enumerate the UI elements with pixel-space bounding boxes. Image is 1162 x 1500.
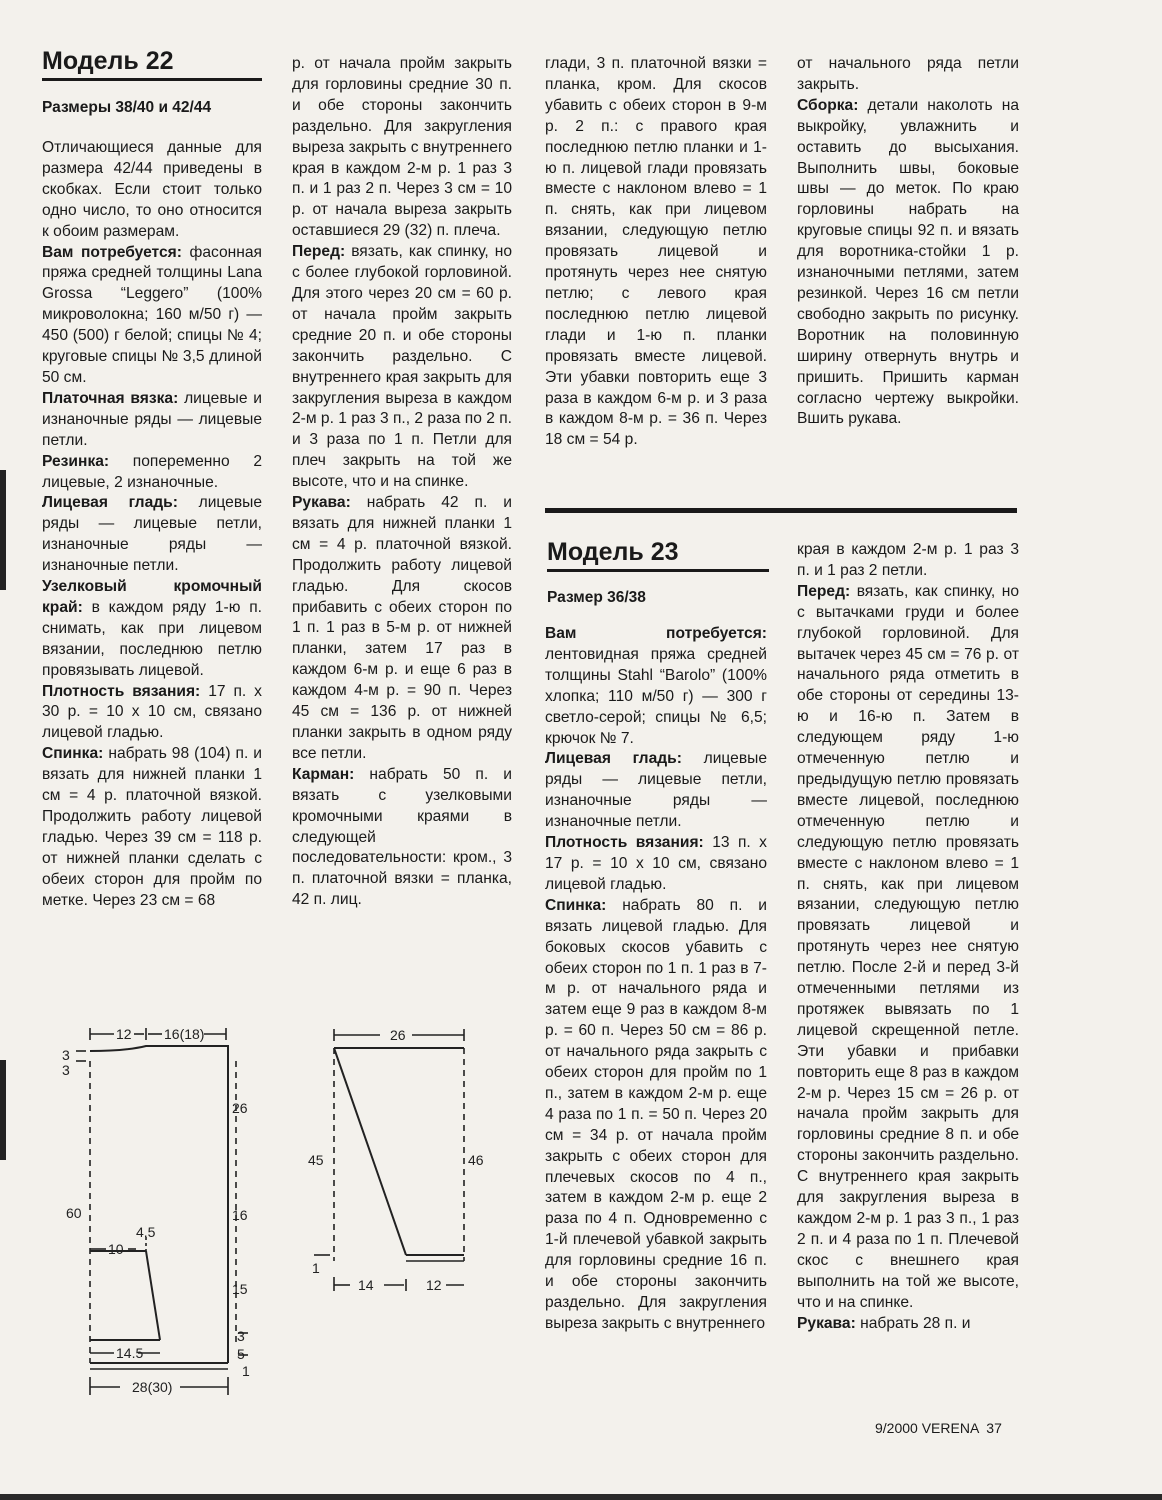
paragraph-label: Узелковый кромочный край:: [42, 578, 262, 616]
paragraph: [42, 452, 262, 494]
section-divider: [545, 508, 1017, 513]
dim-sleeve-right-46: 46: [468, 1152, 484, 1168]
paragraph: [42, 577, 262, 682]
paragraph-label: Сборка:: [797, 96, 859, 114]
paragraph: [42, 243, 262, 389]
model23-column-3: [545, 624, 767, 1335]
paragraph-text: лицевые и изнаночные ряды — лицевые петли.: [42, 389, 262, 449]
dim-right-1: 1: [242, 1363, 250, 1379]
paragraph: [545, 749, 767, 833]
paragraph-text: набрать 50 п. и вязать с узелковыми кромочными краями в следующей последовательности: кром., 3 п. платочной вязки = планка, 42 п. лиц.: [292, 765, 512, 909]
paragraph-label: Перед:: [797, 582, 851, 600]
paragraph-text: попеременно 2 лицевые, 2 изнаночные.: [42, 452, 262, 491]
paragraph-label: Вам потребуется:: [545, 625, 767, 642]
dim-left-3b: 3: [62, 1062, 70, 1078]
paragraph-text: набрать 28 п. и: [855, 1314, 971, 1332]
paragraph-text: вязать, как спинку, но с вытачками груди и более глубокой горловиной. Для вытачек через 45 см = 76 р. от начального ряда отметить в обе стороны от середины 13-ю и 16-ю п. Затем в следующем ряду 1-ю отмеченную петлю и предыдущую петлю провязать вместе лицевой, последнюю отмеченную петлю и следующую петлю провязать вместе с наклоном влево = 1 п. снять, как при лицевом вязании, следующую петлю провязать лицевой и протянуть через нее снятую петлю. После 2-й и перед 3-й отмеченными петлями из протяжек вывязать по 1 лицевой скрещенной петле. Эти убавки и прибавки повторить еще 8 раз в каждом 2-м р. Через 15 см = 26 р. от начала пройм закрыть для горловины средние 8 п. и обе стороны закончить раздельно. С внутреннего края закрыть для закругления выреза в каждом 2-м р. 1 раз 3 п., 1 раз 2 п. и 4 раза по 1 п. Плечевой скос с внешнего края выполнить на той же высоте, что и на спинке.: [797, 582, 1019, 1311]
paragraph: [545, 833, 767, 896]
model22-column-3: [545, 54, 767, 451]
paragraph-text: лентовидная пряжа средней толщины Stahl “Barolo” (100% хлопка; 110 м/50 г) — 300 г светло-серой; спицы № 6,5; крючок № 7.: [545, 645, 767, 747]
paragraph-text: Отличающиеся данные для размера 42/44 приведены в скобках. Если стоит только одно число, то оно относится к обоим размерам.: [42, 139, 262, 240]
paragraph: [797, 582, 1019, 1314]
dim-top-16-18: 16(18): [164, 1026, 205, 1042]
paragraph: [545, 54, 767, 451]
model22-sizes: Размеры 38/40 и 42/44: [42, 99, 212, 116]
paragraph: [292, 493, 512, 765]
paragraph: [292, 54, 512, 242]
page-edge-mark: [0, 1060, 6, 1160]
paragraph-label: Лицевая гладь:: [42, 494, 178, 512]
model22-column-4: [797, 54, 1019, 430]
paragraph-text: набрать 98 (104) п. и вязать для нижней планки 1 см = 4 р. платочной вязкой. Продолжить работу лицевой гладью. Через 39 см = 118 р. от нижней планки сделать с обеих сторон для пройм по метке. Через 23 см = 68: [42, 745, 262, 909]
dim-pocket-14-5: 14.5: [116, 1345, 144, 1361]
dim-left-3a: 3: [62, 1047, 70, 1063]
paragraph-text: лицевые ряды — лицевые петли, изнаночные ряды — изнаночные петли.: [42, 494, 262, 575]
dim-sleeve-left-1: 1: [312, 1260, 320, 1276]
dim-left-60: 60: [66, 1205, 82, 1221]
paragraph-text: набрать 80 п. и вязать лицевой гладью. Для боковых скосов убавить с обеих сторон по 1 п. 1 раз в 7-м р. от начального ряда и затем еще 9 раз в каждом 8-м р. = 60 п. Через 50 см = 86 р. от начального ряда закрыть с обеих сторон для пройм по 1 п., затем в каждом 2-м р. еще 4 раза по 1 п. = 50 п. Через 20 см = 34 р. от начала пройм закрыть с обеих сторон для плечевых скосов по 4 п., затем в каждом 2-м р. еще 2 раза по 4 п. Одновременно с 1-й плечевой убавкой закрыть для горловины средние 16 п. и обе стороны закончить раздельно. Для закругления выреза закрыть с внутреннего: [545, 896, 767, 1332]
page-bottom-edge: [0, 1494, 1162, 1500]
paragraph-text: вязать, как спинку, но с более глубокой горловиной. Для этого через 20 см = 60 р. от начала пройм закрыть средние 20 п. и обе стороны закончить раздельно. С внутреннего края закрыть для закругления выреза в каждом 2-м р. 1 раз 3 п., 2 раза по 2 п. и 3 раза по 1 п. Петли для плеч закрыть на той же высоте, что и на спинке.: [292, 243, 512, 491]
paragraph: [42, 493, 262, 577]
model22-title: Модель 22: [42, 47, 174, 75]
paragraph-label: Плотность вязания:: [545, 834, 704, 852]
dim-sleeve-bottom-12: 12: [426, 1277, 442, 1293]
paragraph-label: Спинка:: [42, 745, 104, 763]
dim-right-15: 15: [232, 1281, 248, 1297]
paragraph: [42, 389, 262, 452]
model23-sizes: Размер 36/38: [547, 589, 646, 606]
paragraph-text: набрать 42 п. и вязать для нижней планки 1 см = 4 р. платочной вязкой. Продолжить работу лицевой гладью. Для скосов прибавить с обеих сторон по 1 п. 1 раз в 5-м р. от нижней планки, затем 17 раз в каждом 6-м р. и еще 6 раз в каждом 4-м р. = 90 п. Через 45 см = 136 р. от нижней планки закрыть в одном ряду все петли.: [292, 494, 512, 762]
paragraph: [797, 54, 1019, 96]
dim-right-26: 26: [232, 1100, 248, 1116]
paragraph: [797, 96, 1019, 431]
dim-pocket-4-5: 4.5: [136, 1224, 156, 1240]
paragraph: [292, 242, 512, 493]
model23-title-rule: [547, 569, 769, 572]
paragraph-text: глади, 3 п. платочной вязки = планка, кром. Для скосов убавить с обеих сторон в 9-м р. 2 п.: с правого края последнюю петлю планки и 1-ю п. лицевой глади провязать вместе с наклоном влево = 1 п. снять, как при лицевом вязании, следующую петлю провязать лицевой и протянуть через нее снятую петлю; с левого края последнюю петлю лицевой глади и 1-ю п. планки провязать вместе лицевой. Эти убавки повторить еще 3 раза в каждом 6-м р. и 3 раза в каждом 8-м р. = 36 п. Через 18 см = 54 р.: [545, 55, 767, 449]
paragraph-text: фасонная пряжа средней толщины Lana Grossa “Leggero” (100% микроволокна; 160 м/50 г) — 450 (500) г белой; спицы № 4; круговые спицы № 3,5 длиной 50 см.: [42, 243, 262, 386]
paragraph-label: Плотность вязания:: [42, 682, 201, 700]
dim-sleeve-top-26: 26: [390, 1027, 406, 1043]
model22-title-rule: [42, 78, 262, 81]
dim-right-5: 5: [237, 1346, 245, 1362]
pattern-diagram-sleeve: [300, 1015, 500, 1305]
paragraph-label: Рукава:: [292, 494, 351, 512]
model22-column-1: [42, 138, 262, 912]
paragraph-text: 13 п. х 17 р. = 10 х 10 см, связано лицевой гладью.: [545, 834, 767, 893]
paragraph-text: р. от начала пройм закрыть для горловины средние 30 п. и обе стороны закончить раздельно. Для закругления выреза закрыть с внутреннего края в каждом 2-м р. 1 раз 3 п. и 1 раз 2 п. Через 3 см = 10 р. от начала выреза закрыть оставшиеся 29 (32) п. плеча.: [292, 55, 512, 240]
paragraph: [42, 682, 262, 745]
paragraph: [42, 744, 262, 911]
dim-sleeve-left-45: 45: [308, 1152, 324, 1168]
page-footer: 9/2000 VERENA 37: [875, 1420, 1002, 1436]
model23-column-4: [797, 540, 1019, 1334]
paragraph-text: в каждом ряду 1-ю п. снимать, как при лицевом вязании, последнюю петлю провязывать лицевой.: [42, 598, 262, 679]
paragraph: [545, 896, 767, 1335]
dim-right-16: 16: [232, 1207, 248, 1223]
model22-column-2: [292, 54, 512, 911]
pattern-diagram-body: [56, 1015, 266, 1405]
paragraph: [42, 138, 262, 243]
paragraph-label: Спинка:: [545, 896, 607, 914]
paragraph: [797, 540, 1019, 582]
paragraph-label: Лицевая гладь:: [545, 750, 682, 768]
paragraph-label: Рукава:: [797, 1314, 856, 1332]
paragraph: [292, 765, 512, 911]
dim-bottom-28-30: 28(30): [132, 1379, 173, 1395]
paragraph-label: Платочная вязка:: [42, 389, 179, 407]
paragraph-text: детали наколоть на выкройку, увлажнить и оставить до высыхания. Выполнить швы, боковые швы — до меток. По краю горловины набрать на круговые спицы 92 п. и вязать для воротника-стойки 1 р. изнаночными петлями, затем резинкой. Через 16 см петли свободно закрыть по рисунку. Воротник на половинную ширину отвернуть внутрь и пришить. Пришить карман согласно чертежу выкройки. Вшить рукава.: [797, 96, 1019, 428]
paragraph-label: Резинка:: [42, 452, 110, 470]
page-edge-mark: [0, 470, 6, 590]
paragraph-text: края в каждом 2-м р. 1 раз 3 п. и 1 раз 2 петли.: [797, 541, 1019, 579]
paragraph-label: Вам потребуется:: [42, 243, 182, 261]
dim-top-12: 12: [116, 1026, 132, 1042]
paragraph: [545, 624, 767, 749]
paragraph-text: от начального ряда петли закрыть.: [797, 55, 1019, 93]
paragraph-text: 17 п. х 30 р. = 10 х 10 см, связано лицевой гладью.: [42, 682, 262, 742]
paragraph-label: Карман:: [292, 765, 355, 783]
paragraph-text: лицевые ряды — лицевые петли, изнаночные ряды — изнаночные петли.: [545, 750, 767, 831]
paragraph: [797, 1314, 1019, 1335]
paragraph-label: Перед:: [292, 243, 346, 261]
dim-right-3: 3: [237, 1328, 245, 1344]
dim-sleeve-bottom-14: 14: [358, 1277, 374, 1293]
model23-title: Модель 23: [547, 538, 679, 566]
dim-pocket-10: 10: [108, 1241, 124, 1257]
